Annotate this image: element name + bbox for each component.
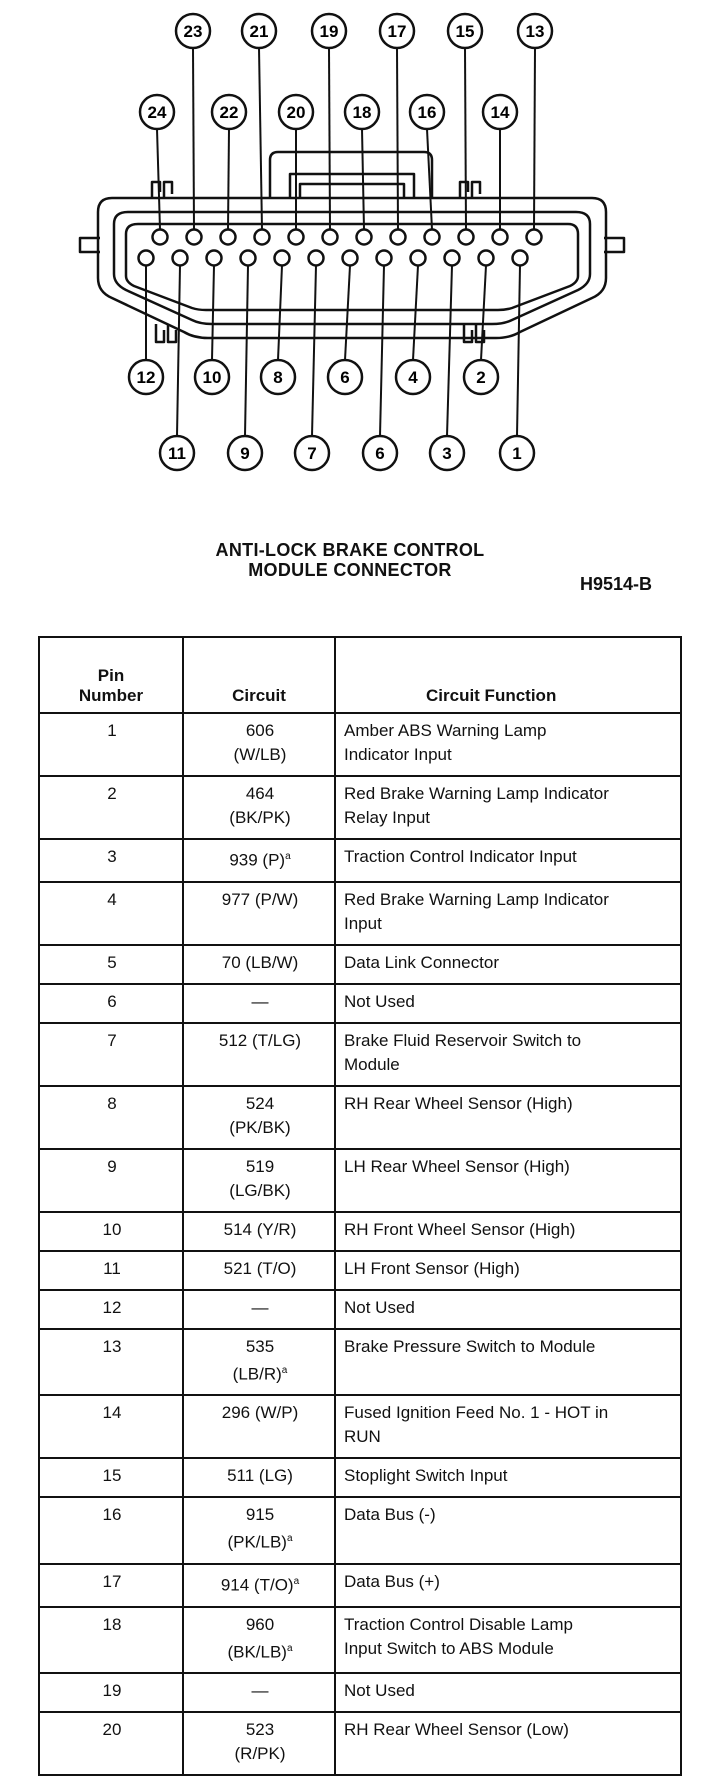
leader-line <box>380 266 384 437</box>
pin-callout <box>430 436 464 470</box>
circuit-text: 915 <box>245 1505 275 1525</box>
circuit-text: 512 (T/LG) <box>218 1030 302 1050</box>
circuit-cell <box>183 882 335 945</box>
circuit-text: (PK/BK) <box>229 1117 291 1137</box>
function-line: LH Rear Wheel Sensor (High) <box>344 1156 570 1176</box>
circuit-cell <box>183 1290 335 1329</box>
circuit-cell <box>183 1395 335 1458</box>
tab-top-left <box>152 182 172 198</box>
circuit-line <box>192 990 328 1014</box>
pin-callout <box>464 360 498 394</box>
circuit-text: 521 (T/O) <box>223 1258 297 1278</box>
function-line: Brake Fluid Reservoir Switch to <box>344 1030 582 1050</box>
circuit-text: 70 (LB/W) <box>221 952 299 972</box>
function-line: Input <box>344 913 382 933</box>
circuit-line <box>192 1155 328 1179</box>
circuit-function-cell <box>335 984 681 1023</box>
circuit-text: — <box>251 1297 269 1317</box>
pin-callout <box>242 14 276 48</box>
pin-callout <box>328 360 362 394</box>
leader-line <box>345 266 350 361</box>
circuit-line <box>192 951 328 975</box>
circuit-cell <box>183 1023 335 1086</box>
pin-callout <box>261 360 295 394</box>
circuit-line <box>192 845 328 873</box>
circuit-cell <box>183 1564 335 1607</box>
table-row <box>39 1564 681 1607</box>
circuit-text: 977 (P/W) <box>221 889 299 909</box>
circuit-text: (BK/LB) <box>227 1642 287 1662</box>
callout-label: 1 <box>512 444 522 463</box>
pin-socket <box>289 230 304 245</box>
circuit-line <box>192 1092 328 1116</box>
table-row <box>39 945 681 984</box>
connector-diagram <box>0 0 704 540</box>
circuit-line <box>192 743 328 767</box>
pin-number-cell: 7 <box>39 1023 183 1086</box>
circuit-text: — <box>251 991 269 1011</box>
callout-label: 8 <box>273 368 283 387</box>
figure-reference: H9514-B <box>580 574 653 594</box>
function-line: Module <box>344 1054 400 1074</box>
pin-socket <box>377 251 392 266</box>
leader-line <box>534 48 535 230</box>
circuit-function-cell <box>335 1149 681 1212</box>
pin-callout <box>176 14 210 48</box>
leader-line <box>481 266 486 361</box>
pin-callout <box>312 14 346 48</box>
function-line: RH Rear Wheel Sensor (Low) <box>344 1720 569 1740</box>
circuit-text: 511 (LG) <box>227 1466 293 1486</box>
circuit-line <box>192 1718 328 1742</box>
pin-socket <box>173 251 188 266</box>
circuit-text: 464 <box>245 784 275 803</box>
circuit-text: 939 (P) <box>229 850 286 870</box>
table-row <box>39 1712 681 1775</box>
tab-top-right <box>460 182 480 198</box>
pin-socket <box>275 251 290 266</box>
circuit-cell <box>183 1086 335 1149</box>
circuit-text: 296 (W/P) <box>221 1403 299 1423</box>
pin-callout <box>410 95 444 129</box>
pin-socket <box>343 251 358 266</box>
pin-number-cell: 6 <box>39 984 183 1023</box>
callout-label: 16 <box>417 103 437 122</box>
circuit-line <box>192 1296 328 1320</box>
table-header-row <box>39 637 681 713</box>
pin-callout <box>518 14 552 48</box>
leader-line <box>362 129 364 230</box>
callout-label: 2 <box>476 368 486 387</box>
pin-socket <box>187 230 202 245</box>
function-line: Not Used <box>344 991 415 1011</box>
function-line: Amber ABS Warning Lamp <box>344 721 547 740</box>
table-row <box>39 1607 681 1674</box>
circuit-function-cell <box>335 1251 681 1290</box>
pin-number-cell: 19 <box>39 1673 183 1712</box>
circuit-text: 914 (T/O) <box>220 1575 294 1595</box>
function-line: Not Used <box>344 1681 415 1701</box>
circuit-line <box>192 1359 328 1387</box>
circuit-line <box>192 1464 328 1488</box>
pin-socket <box>459 230 474 245</box>
pin-number-cell: 15 <box>39 1458 183 1497</box>
table-row <box>39 1395 681 1458</box>
pin-socket <box>323 230 338 245</box>
pin-callout <box>160 436 194 470</box>
pin-socket <box>391 230 406 245</box>
circuit-line <box>192 1570 328 1598</box>
circuit-function-cell <box>335 1497 681 1564</box>
callout-label: 6 <box>340 368 350 387</box>
table-row <box>39 1458 681 1497</box>
pin-number-cell: 1 <box>39 713 183 776</box>
function-line: Input Switch to ABS Module <box>344 1638 554 1658</box>
circuit-line <box>192 1637 328 1665</box>
circuit-cell <box>183 1673 335 1712</box>
pin-number-cell: 17 <box>39 1564 183 1607</box>
pin-callout <box>448 14 482 48</box>
table-row <box>39 713 681 776</box>
pin-callout <box>140 95 174 129</box>
function-line: Not Used <box>344 1297 415 1317</box>
callout-label: 7 <box>307 444 317 463</box>
table-row <box>39 1290 681 1329</box>
circuit-function-cell <box>335 1395 681 1458</box>
pin-number-cell: 12 <box>39 1290 183 1329</box>
pin-number-cell: 9 <box>39 1149 183 1212</box>
callout-label: 6 <box>375 444 385 463</box>
circuit-cell <box>183 945 335 984</box>
footnote-marker: a <box>281 1364 288 1376</box>
pin-number-cell: 13 <box>39 1329 183 1396</box>
pin-socket <box>241 251 256 266</box>
footnote-marker: a <box>286 1642 293 1654</box>
function-line: Traction Control Disable Lamp <box>344 1614 573 1634</box>
leader-line <box>193 48 194 230</box>
function-line: Relay Input <box>344 808 430 827</box>
circuit-text: 514 (Y/R) <box>223 1219 297 1239</box>
circuit-function-cell <box>335 945 681 984</box>
leader-line <box>447 266 452 437</box>
pin-number-cell: 11 <box>39 1251 183 1290</box>
leader-line <box>228 129 229 230</box>
circuit-line <box>192 1179 328 1203</box>
circuit-function-cell <box>335 1458 681 1497</box>
circuit-text: 535 <box>245 1336 275 1356</box>
function-line: RH Rear Wheel Sensor (High) <box>344 1093 573 1113</box>
pin-number-cell: 10 <box>39 1212 183 1251</box>
pin-number-cell: 16 <box>39 1497 183 1564</box>
table-row <box>39 1497 681 1564</box>
circuit-cell <box>183 1712 335 1775</box>
circuit-line <box>192 1257 328 1281</box>
pin-number-cell: 5 <box>39 945 183 984</box>
pin-socket <box>139 251 154 266</box>
pin-number-cell: 8 <box>39 1086 183 1149</box>
circuit-line <box>192 1029 328 1053</box>
pin-socket <box>221 230 236 245</box>
table-row <box>39 1149 681 1212</box>
function-line: Red Brake Warning Lamp Indicator <box>344 889 609 909</box>
callout-label: 9 <box>240 444 250 463</box>
circuit-line <box>192 1218 328 1242</box>
circuit-text: 524 <box>245 1093 275 1113</box>
circuit-text: 960 <box>245 1614 275 1634</box>
circuit-function-cell <box>335 1212 681 1251</box>
callout-label: 11 <box>168 444 186 463</box>
pin-socket <box>207 251 222 266</box>
circuit-header: Circuit <box>183 637 335 713</box>
circuit-function-header: Circuit Function <box>335 637 681 713</box>
pin-number-cell: 18 <box>39 1607 183 1674</box>
circuit-line <box>192 1503 328 1527</box>
function-line: Data Bus (-) <box>344 1505 436 1525</box>
pin-callout <box>396 360 430 394</box>
circuit-text: (PK/LB) <box>227 1532 287 1552</box>
circuit-line <box>192 1116 328 1140</box>
callout-label: 24 <box>147 103 167 122</box>
circuit-line <box>192 1742 328 1766</box>
circuit-cell <box>183 1458 335 1497</box>
circuit-text: (LG/BK) <box>229 1180 291 1200</box>
circuit-line <box>192 806 328 830</box>
pin-socket <box>425 230 440 245</box>
leader-line <box>212 266 214 361</box>
circuit-line <box>192 719 328 743</box>
callout-label: 18 <box>352 103 372 122</box>
pin-callout <box>500 436 534 470</box>
circuit-line <box>192 1401 328 1425</box>
pin-socket <box>527 230 542 245</box>
leader-line <box>413 266 418 361</box>
circuit-function-cell <box>335 1712 681 1775</box>
callout-label: 3 <box>442 444 452 463</box>
function-line: Data Link Connector <box>344 952 499 972</box>
circuit-cell <box>183 1329 335 1396</box>
leader-line <box>278 266 282 361</box>
caption-line-1: ANTI-LOCK BRAKE CONTROL <box>215 540 485 560</box>
pin-socket <box>309 251 324 266</box>
circuit-function-cell <box>335 1607 681 1674</box>
callout-label: 4 <box>408 368 418 387</box>
callout-label: 22 <box>219 103 239 122</box>
pin-callout <box>279 95 313 129</box>
function-line: Red Brake Warning Lamp Indicator <box>344 784 609 803</box>
circuit-function-cell <box>335 713 681 776</box>
table-row <box>39 1023 681 1086</box>
pinout-table <box>38 636 682 1776</box>
pin-number-cell: 14 <box>39 1395 183 1458</box>
pin-callout <box>483 95 517 129</box>
callout-label: 20 <box>286 103 306 122</box>
callout-label: 14 <box>490 103 510 122</box>
circuit-cell <box>183 1607 335 1674</box>
caption-line-2: MODULE CONNECTOR <box>248 560 452 580</box>
pin-socket <box>479 251 494 266</box>
circuit-cell <box>183 1149 335 1212</box>
circuit-line <box>192 888 328 912</box>
leader-line <box>517 266 520 437</box>
pin-socket <box>445 251 460 266</box>
circuit-cell <box>183 1497 335 1564</box>
pin-socket <box>513 251 528 266</box>
circuit-line <box>192 1679 328 1703</box>
pin-number-cell: 3 <box>39 839 183 882</box>
callout-label: 13 <box>525 22 545 41</box>
pin-number-cell: 4 <box>39 882 183 945</box>
pin-callout <box>295 436 329 470</box>
leader-line <box>157 129 160 230</box>
circuit-line <box>192 782 328 806</box>
table-row <box>39 1086 681 1149</box>
function-line: Brake Pressure Switch to Module <box>344 1336 596 1356</box>
function-line: Indicator Input <box>344 745 452 764</box>
table-row <box>39 1673 681 1712</box>
pin-callout <box>380 14 414 48</box>
table-row <box>39 984 681 1023</box>
function-line: Data Bus (+) <box>344 1571 440 1591</box>
pin-callout <box>195 360 229 394</box>
circuit-text: (W/LB) <box>233 745 287 764</box>
connector-shell-outer <box>98 198 606 338</box>
connector-caption <box>150 540 550 580</box>
pin-number-cell: 20 <box>39 1712 183 1775</box>
pin-socket <box>153 230 168 245</box>
circuit-function-cell <box>335 882 681 945</box>
callout-label: 17 <box>387 22 407 41</box>
leader-line <box>397 48 398 230</box>
pin-socket <box>411 251 426 266</box>
callout-label: 12 <box>136 368 156 387</box>
pin-callout <box>228 436 262 470</box>
circuit-cell <box>183 839 335 882</box>
circuit-cell <box>183 984 335 1023</box>
function-line: RUN <box>344 1427 381 1447</box>
footnote-marker: a <box>286 1533 293 1545</box>
pin-socket <box>493 230 508 245</box>
tab-bottom-right <box>464 324 484 342</box>
table-row <box>39 882 681 945</box>
circuit-function-cell <box>335 1086 681 1149</box>
circuit-line <box>192 1335 328 1359</box>
leader-line <box>329 48 330 230</box>
circuit-text: (R/PK) <box>234 1744 286 1764</box>
leader-line <box>259 48 262 230</box>
circuit-function-cell <box>335 1329 681 1396</box>
leader-line <box>312 266 316 437</box>
function-line: Traction Control Indicator Input <box>344 847 577 866</box>
circuit-function-cell <box>335 839 681 882</box>
circuit-function-cell <box>335 1023 681 1086</box>
callout-label: 23 <box>183 22 203 41</box>
circuit-function-cell <box>335 1564 681 1607</box>
callout-label: 19 <box>319 22 339 41</box>
circuit-function-cell <box>335 1290 681 1329</box>
leader-line <box>245 266 248 437</box>
circuit-text: 519 <box>245 1156 275 1176</box>
footnote-marker: a <box>293 1575 300 1587</box>
circuit-cell <box>183 776 335 839</box>
pin-callout <box>212 95 246 129</box>
footnote-marker: a <box>285 851 291 862</box>
circuit-function-cell <box>335 776 681 839</box>
circuit-line <box>192 1613 328 1637</box>
pin-number-header <box>39 637 183 713</box>
pin-header-line-1: Pin <box>97 666 125 685</box>
table-row <box>39 1329 681 1396</box>
table-row <box>39 839 681 882</box>
circuit-text: (BK/PK) <box>229 808 291 827</box>
table-row <box>39 1212 681 1251</box>
circuit-text: 523 <box>245 1720 275 1740</box>
pin-callout <box>345 95 379 129</box>
circuit-text: — <box>251 1681 269 1701</box>
circuit-cell <box>183 1212 335 1251</box>
pin-callout <box>363 436 397 470</box>
callout-label: 15 <box>455 22 475 41</box>
function-line: Fused Ignition Feed No. 1 - HOT in <box>344 1403 609 1423</box>
callout-label: 21 <box>249 22 269 41</box>
table-row <box>39 776 681 839</box>
pin-number-cell: 2 <box>39 776 183 839</box>
circuit-cell <box>183 1251 335 1290</box>
circuit-line <box>192 1527 328 1555</box>
table-row <box>39 1251 681 1290</box>
circuit-function-cell <box>335 1673 681 1712</box>
circuit-text: (LB/R) <box>232 1364 282 1384</box>
function-line: RH Front Wheel Sensor (High) <box>344 1219 576 1239</box>
pin-callout <box>129 360 163 394</box>
pinout-table-body <box>39 713 681 1775</box>
circuit-text: 606 <box>245 721 275 740</box>
function-line: Stoplight Switch Input <box>344 1466 508 1486</box>
leader-line <box>177 266 180 437</box>
pin-socket <box>357 230 372 245</box>
pin-socket <box>255 230 270 245</box>
pin-header-line-2: Number <box>78 686 144 705</box>
leader-line <box>465 48 466 230</box>
function-line: LH Front Sensor (High) <box>344 1258 520 1278</box>
callout-label: 10 <box>202 368 222 387</box>
circuit-cell <box>183 713 335 776</box>
